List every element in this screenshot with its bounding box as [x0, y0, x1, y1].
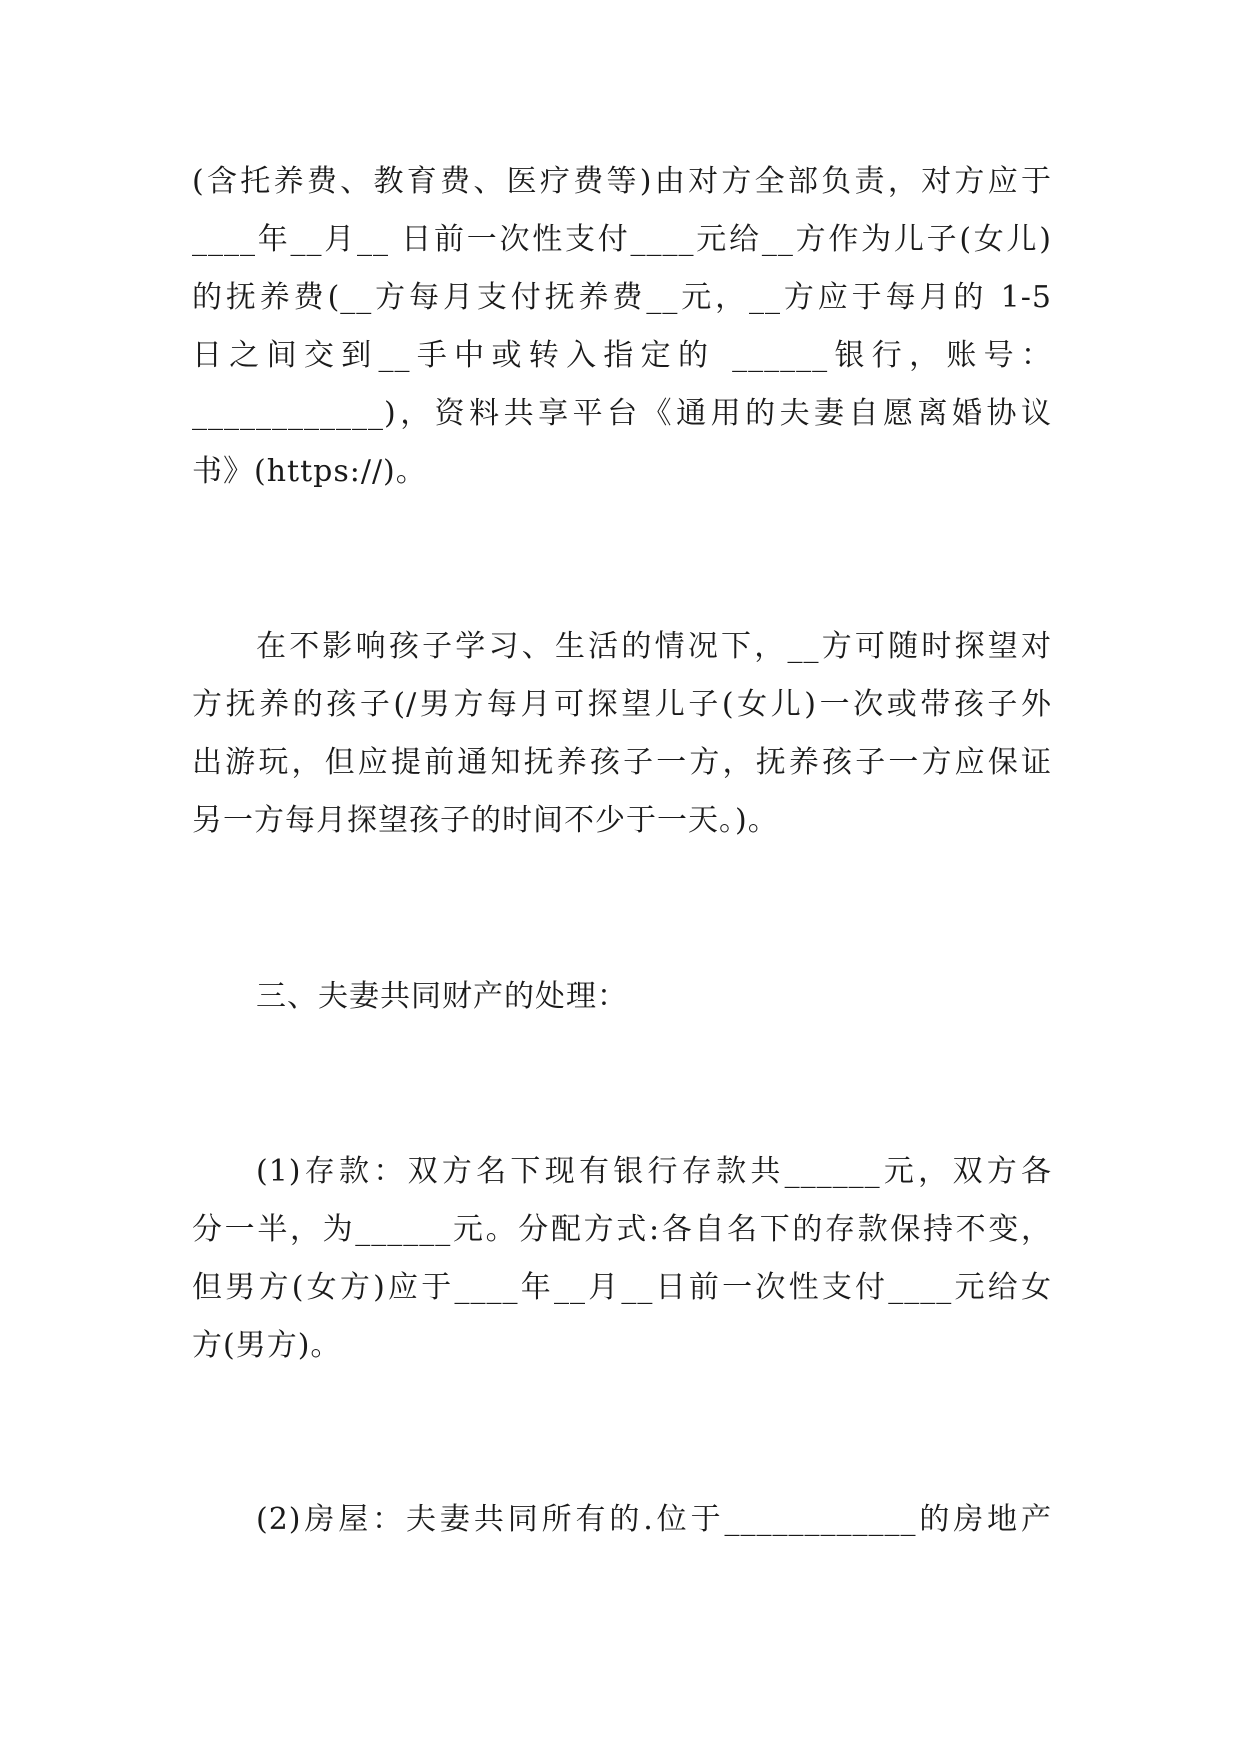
paragraph-4-line-1: (2)房屋：夫妻共同所有的.位于____________的房地产: [256, 1502, 1052, 1537]
paragraph-3-line-1: (1)存款：双方名下现有银行存款共______元，双方各: [256, 1154, 1052, 1189]
paragraph-2-line-2: 方抚养的孩子(/男方每月可探望儿子(女儿)一次或带孩子外: [192, 687, 1052, 722]
paragraph-2-line-4: 另一方每月探望孩子的时间不少于一天。)。: [192, 803, 779, 838]
paragraph-3-line-2: 分一半，为______元。分配方式:各自名下的存款保持不变，: [192, 1212, 1052, 1247]
paragraph-2-line-1: 在不影响孩子学习、生活的情况下，__方可随时探望对: [256, 629, 1052, 664]
section-heading: 三、夫妻共同财产的处理：: [256, 979, 628, 1014]
paragraph-1-line-1: (含托养费、教育费、医疗费等)由对方全部负责，对方应于: [192, 164, 1052, 199]
paragraph-1-line-3: 的抚养费(__方每月支付抚养费__元，__方应于每月的 1-5: [192, 280, 1052, 315]
paragraph-1-line-6: 书》(https://)。: [192, 454, 427, 489]
paragraph-2-line-3: 出游玩，但应提前通知抚养孩子一方，抚养孩子一方应保证: [192, 745, 1052, 780]
paragraph-1-line-4: 日之间交到__手中或转入指定的 ______银行，账号：: [192, 338, 1052, 373]
paragraph-3-line-4: 方(男方)。: [192, 1328, 342, 1363]
paragraph-1-line-2: ____年__月__ 日前一次性支付____元给__方作为儿子(女儿): [192, 222, 1052, 257]
paragraph-1-line-5: ____________)，资料共享平台《通用的夫妻自愿离婚协议: [192, 396, 1052, 431]
paragraph-3-line-3: 但男方(女方)应于____年__月__日前一次性支付____元给女: [192, 1270, 1052, 1305]
